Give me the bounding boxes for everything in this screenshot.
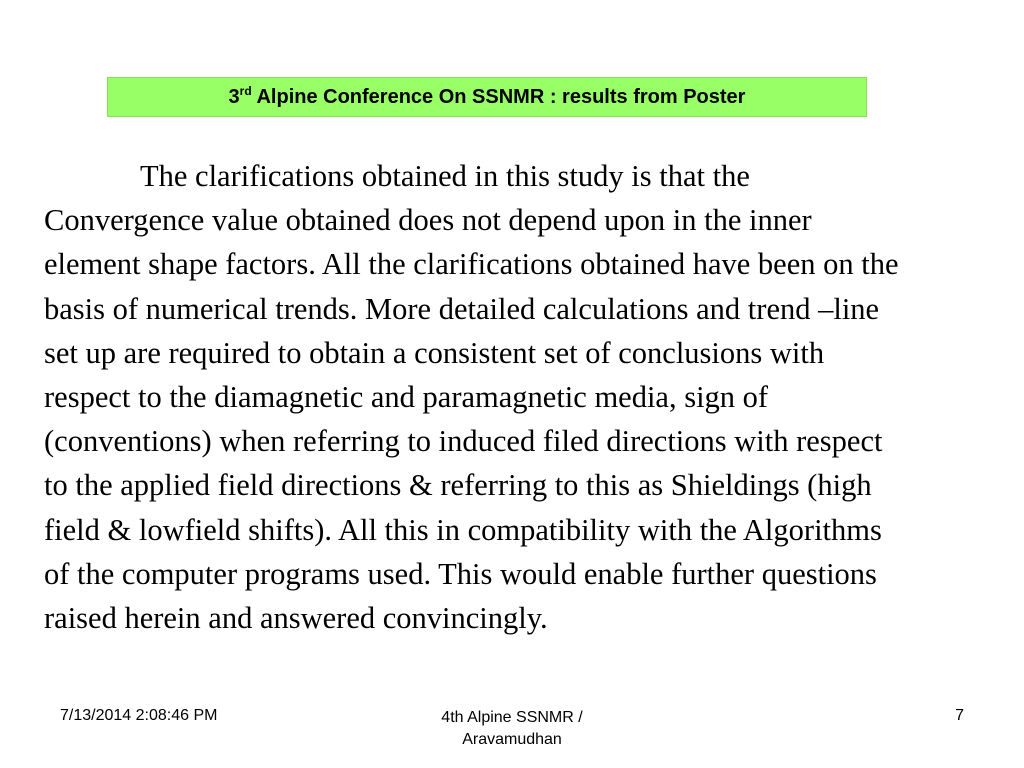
title-number: 3 <box>228 85 240 108</box>
footer-title-line: 4th Alpine SSNMR / <box>441 709 583 726</box>
footer-date: 7/13/2014 2:08:46 PM <box>60 707 218 724</box>
title-superscript: rd <box>239 83 252 98</box>
body-line: The clarifications obtained in this study is that the <box>140 159 750 193</box>
body-line: to the applied field directions & referring to this as Shieldings (high <box>44 468 872 503</box>
title-rest: Alpine Conference On SSNMR : results from Poster <box>251 85 746 108</box>
slide-title-banner <box>107 77 867 117</box>
body-line: raised herein and answered convincingly. <box>44 601 548 636</box>
body-line: set up are required to obtain a consistent set of conclusions with <box>44 335 825 370</box>
footer-presentation-title <box>382 707 642 751</box>
body-line: element shape factors. All the clarifications obtained have been on the <box>44 247 899 282</box>
page-number: 7 <box>955 707 964 724</box>
body-paragraph <box>44 154 994 640</box>
footer-author-line: Aravamudhan <box>462 731 562 748</box>
body-line: Convergence value obtained does not depend upon in the inner <box>44 203 812 238</box>
body-line: respect to the diamagnetic and paramagnetic media, sign of <box>44 380 769 415</box>
body-line: field & lowfield shifts). All this in compatibility with the Algorithms <box>44 512 882 547</box>
body-line: basis of numerical trends. More detailed calculations and trend –line <box>44 291 880 326</box>
body-line: of the computer programs used. This would enable further questions <box>44 556 877 591</box>
slide-title <box>228 83 746 109</box>
body-line: (conventions) when referring to induced filed directions with respect <box>44 424 883 459</box>
